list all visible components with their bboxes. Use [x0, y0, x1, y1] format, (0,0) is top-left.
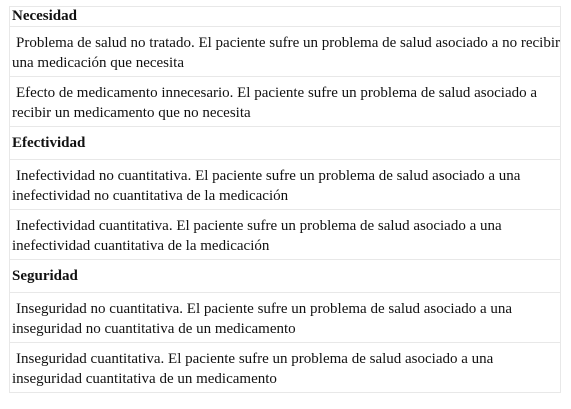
item-description: Inefectividad no cuantitativa. El paciente sufre un problema de salud asociado a una inefectividad no cuantitativa de la medicación — [12, 168, 521, 204]
section-heading-necesidad: Necesidad — [10, 7, 561, 27]
item-text — [10, 27, 561, 77]
table-row — [10, 27, 561, 77]
section-header-row — [10, 7, 561, 27]
item-text — [10, 210, 561, 260]
section-header-row — [10, 260, 561, 293]
item-description: Inseguridad no cuantitativa. El paciente sufre un problema de salud asociado a una inseguridad no cuantitativa de un medicamento — [12, 301, 513, 337]
prm-classification-table — [9, 6, 561, 393]
table-row — [10, 293, 561, 343]
item-description: Inefectividad cuantitativa. El paciente sufre un problema de salud asociado a una inefectividad cuantitativa de la medicación — [12, 218, 502, 254]
item-description: Inseguridad cuantitativa. El paciente sufre un problema de salud asociado a una inseguridad cuantitativa de un medicamento — [12, 351, 494, 387]
item-text — [10, 293, 561, 343]
item-text — [10, 77, 561, 127]
section-heading-efectividad: Efectividad — [10, 127, 561, 160]
table-row — [10, 77, 561, 127]
table-row — [10, 160, 561, 210]
section-heading-seguridad: Seguridad — [10, 260, 561, 293]
item-description: Efecto de medicamento innecesario. El paciente sufre un problema de salud asociado a recibir un medicamento que no necesita — [12, 85, 538, 121]
item-text — [10, 160, 561, 210]
table-row — [10, 210, 561, 260]
section-header-row — [10, 127, 561, 160]
item-text — [10, 343, 561, 393]
table-row — [10, 343, 561, 393]
item-description: Problema de salud no tratado. El paciente sufre un problema de salud asociado a no recibir una medicación que necesita — [12, 35, 560, 71]
